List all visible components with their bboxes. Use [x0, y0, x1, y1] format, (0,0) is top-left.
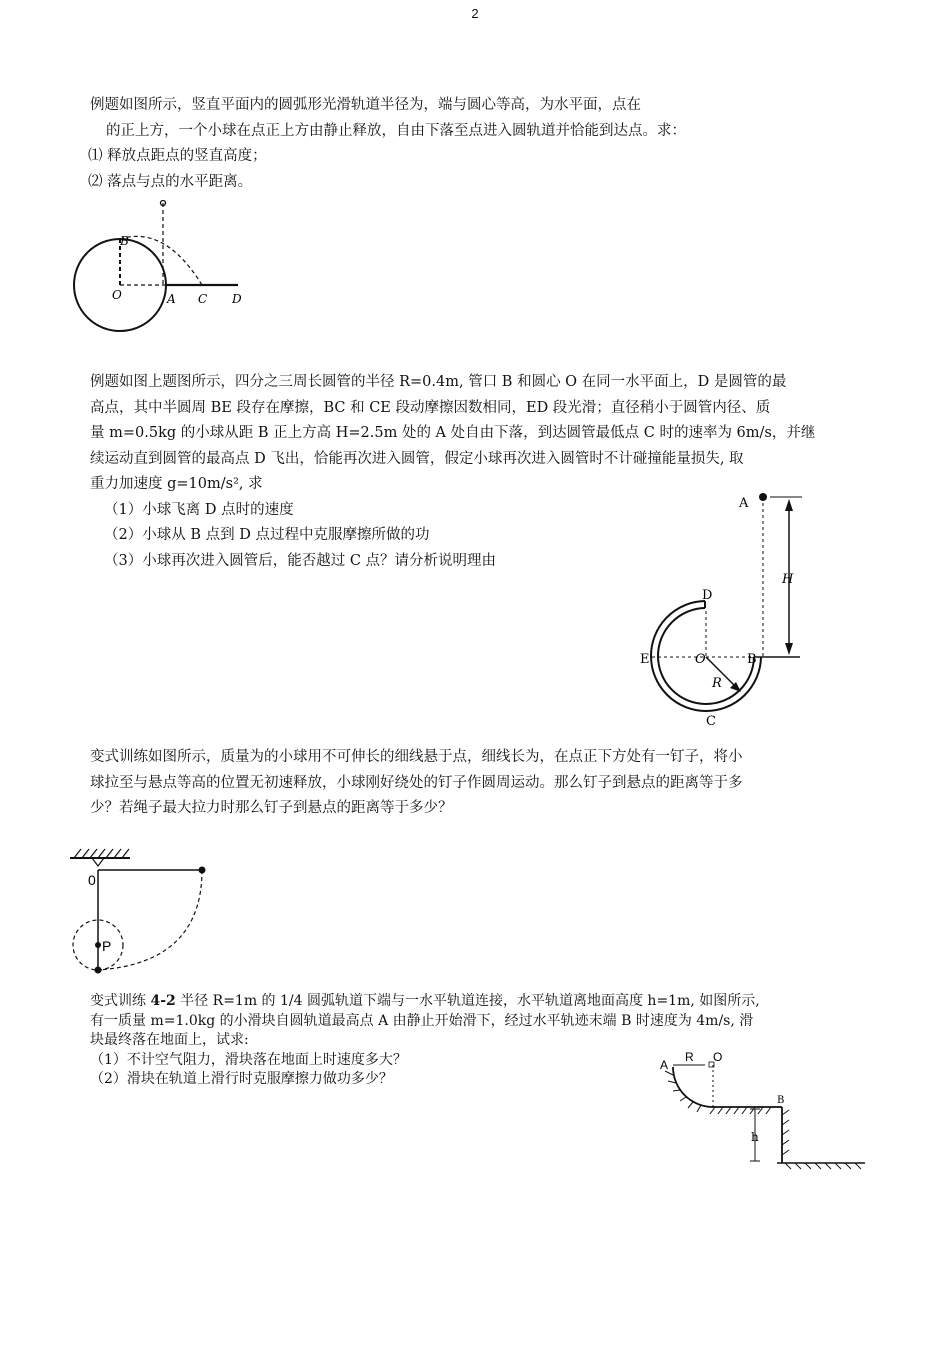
variant-2-title-prefix: 变式训练	[90, 993, 151, 1009]
label-o: 0	[88, 872, 96, 888]
example-2-line-3: 量 m=0.5kg 的小球从距 B 正上方高 H=2.5m 处的 A 处自由下落，到达圆管最低点 C 时的速率为 6m/s，并继	[90, 425, 816, 441]
example-2-question-1: （1）小球飞离 D 点时的速度	[104, 501, 294, 518]
label-h: h	[751, 1130, 759, 1144]
label-a: A	[167, 292, 176, 306]
example-2-line-2: 高点，其中半圆周 BE 段存在摩擦，BC 和 CE 段动摩擦因数相同，ED 段光滑；直径稍小于圆管内径、质	[90, 399, 771, 416]
variant-1-line-3: 少？若绳子最大拉力时那么钉子到悬点的距离等于多少？	[90, 800, 453, 816]
ball-bottom-icon	[95, 967, 102, 974]
label-a: A	[739, 496, 749, 511]
label-b: B	[747, 652, 757, 667]
wall-hatch	[782, 1110, 789, 1155]
label-r: R	[712, 676, 722, 691]
variant-1-text	[90, 745, 743, 822]
label-a: A	[660, 1058, 669, 1072]
variant-2-line-2: 有一质量 m=1.0kg 的小滑块自圆轨道最高点 A 由静止开始滑下，经过水平轨迹末端 B 时速度为 4m/s, 滑	[90, 1012, 754, 1029]
ceiling-hatch	[74, 849, 129, 858]
variant-2-title-number: 4-2	[150, 993, 176, 1009]
figure-arc-track	[655, 1045, 875, 1175]
radius-arrow	[706, 657, 738, 689]
ground-hatch	[785, 1163, 861, 1169]
variant-2-line-3: 块最终落在地面上，试求:	[90, 1032, 249, 1048]
variant-2-line-1	[90, 992, 760, 1012]
variant-2-line-1-rest: 半径 R=1m 的 1/4 圆弧轨道下端与一水平轨道连接，水平轨道离地面高度 h=1m, 如图所示,	[175, 993, 760, 1009]
arc-hatch	[665, 1071, 701, 1112]
example-1-question-2: ⑵ 落点与点的水平距离。	[88, 173, 253, 190]
height-arrow-up	[785, 499, 793, 511]
ball-a-icon	[759, 493, 767, 501]
label-o: O	[713, 1050, 723, 1064]
figure-circle-track	[60, 195, 260, 345]
example-1-text	[90, 93, 686, 195]
trajectory-dashed	[120, 236, 202, 285]
example-2-line-1: 例题如图上题图所示，四分之三周长圆管的半径 R=0.4m, 管口 B 和圆心 O 在同一水平面上，D 是圆管的最	[90, 374, 787, 390]
page-number: 2	[471, 6, 479, 21]
label-d: D	[232, 292, 242, 306]
variant-1-line-1: 变式训练如图所示，质量为的小球用不可伸长的细线悬于点，细线长为，在点正下方处有一钉子，将小	[90, 749, 743, 765]
example-2-question-3: （3）小球再次进入圆管后，能否越过 C 点？请分析说明理由	[104, 552, 497, 569]
figure-pendulum	[62, 843, 222, 983]
swing-path-dashed	[98, 870, 202, 970]
example-2-question-2: （2）小球从 B 点到 D 点过程中克服摩擦所做的功	[104, 527, 430, 543]
nail-p-icon	[95, 942, 101, 948]
label-d: D	[702, 588, 713, 603]
label-c: C	[706, 714, 716, 729]
label-e: E	[640, 652, 650, 667]
label-c: C	[198, 292, 208, 306]
variant-1-line-2: 球拉至与悬点等高的位置无初速释放，小球刚好绕处的钉子作圆周运动。那么钉子到悬点的距离等于多	[90, 774, 743, 791]
height-arrow-down	[785, 643, 793, 655]
label-h: H	[782, 572, 794, 587]
track-hatch	[710, 1107, 771, 1114]
label-b: B	[120, 234, 129, 248]
label-b: B	[777, 1095, 785, 1106]
label-r: R	[685, 1050, 694, 1064]
variant-2-question-2: （2）滑块在轨道上滑行时克服摩擦力做功多少？	[90, 1071, 393, 1087]
variant-2-question-1: （1）不计空气阻力，滑块落在地面上时速度多大？	[90, 1051, 407, 1068]
arc-track	[673, 1067, 713, 1107]
label-o: O	[112, 288, 122, 302]
example-1-line-2: 的正上方，一个小球在点正上方由静止释放，自由下落至点进入圆轨道并恰能到达点。求：	[106, 122, 686, 139]
label-o: O	[695, 652, 706, 667]
figure-circular-tube	[630, 485, 850, 735]
example-2-line-4: 续运动直到圆管的最高点 D 飞出，恰能再次进入圆管，假定小球再次进入圆管时不计碰撞能量损失, 取	[90, 450, 744, 467]
pivot-mount	[92, 858, 104, 866]
label-p: P	[102, 938, 112, 954]
example-2-line-5: 重力加速度 g=10m/s², 求	[90, 476, 263, 492]
example-1-line-1: 例题如图所示，竖直平面内的圆弧形光滑轨道半径为，端与圆心等高，为水平面，点在	[90, 97, 641, 113]
example-1-question-1: ⑴ 释放点距点的竖直高度；	[88, 148, 267, 164]
